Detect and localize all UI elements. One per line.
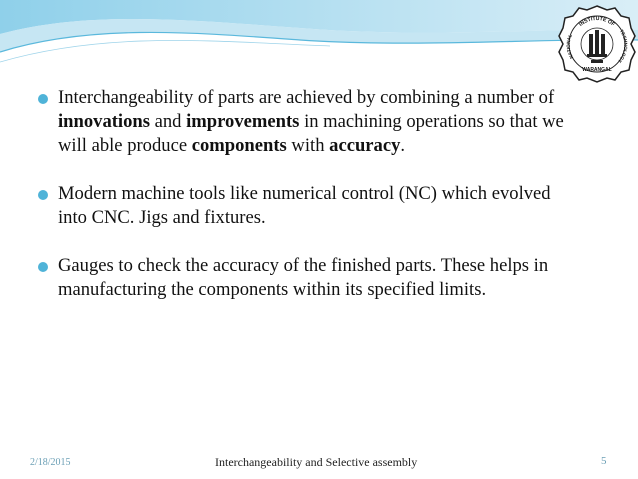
logo-text-bottom: WARANGAL — [582, 67, 612, 73]
text-run: . — [400, 135, 406, 156]
bullet-dot-icon — [38, 94, 48, 104]
text-run: and — [149, 111, 187, 132]
text-run: in machining operations so that we will able produce — [58, 111, 564, 156]
bullet-item — [38, 182, 578, 230]
bullet-list — [38, 86, 578, 302]
bold-term: improvements — [186, 111, 300, 132]
bold-term: accuracy — [329, 135, 401, 156]
text-run: with — [286, 135, 330, 156]
institute-logo — [557, 4, 637, 84]
bold-term: innovations — [58, 111, 150, 132]
svg-text:NATIONAL — [566, 33, 575, 59]
logo-text-right: TECHNOLOGY — [617, 28, 629, 64]
footer-date: 2/18/2015 — [30, 457, 71, 468]
logo-text-top: INSTITUTE OF — [578, 15, 616, 28]
bold-term: components — [191, 135, 287, 156]
header-wave-decoration — [0, 0, 638, 90]
text-run: Gauges to check the accuracy of the finished parts. These helps in manufacturing the components within its specified limits. — [58, 255, 549, 300]
bullet-item — [38, 254, 578, 302]
logo-text-left: NATIONAL — [565, 33, 575, 60]
bullet-item — [38, 86, 578, 158]
bullet-text — [58, 255, 548, 300]
text-run: Interchangeability of parts are achieved by combining a number of — [58, 87, 555, 108]
svg-text:INSTITUTE OF — [578, 16, 616, 28]
text-run: Modern machine tools like numerical control (NC) which evolved into CNC. Jigs and fixtures. — [58, 183, 551, 228]
footer-title: Interchangeability and Selective assembly — [215, 455, 418, 469]
bullet-text — [58, 183, 551, 228]
page-number: 5 — [601, 455, 607, 467]
bullet-dot-icon — [38, 190, 48, 200]
bullet-dot-icon — [38, 262, 48, 272]
bullet-text — [58, 87, 564, 156]
svg-text:TECHNOLOGY — [617, 29, 628, 64]
